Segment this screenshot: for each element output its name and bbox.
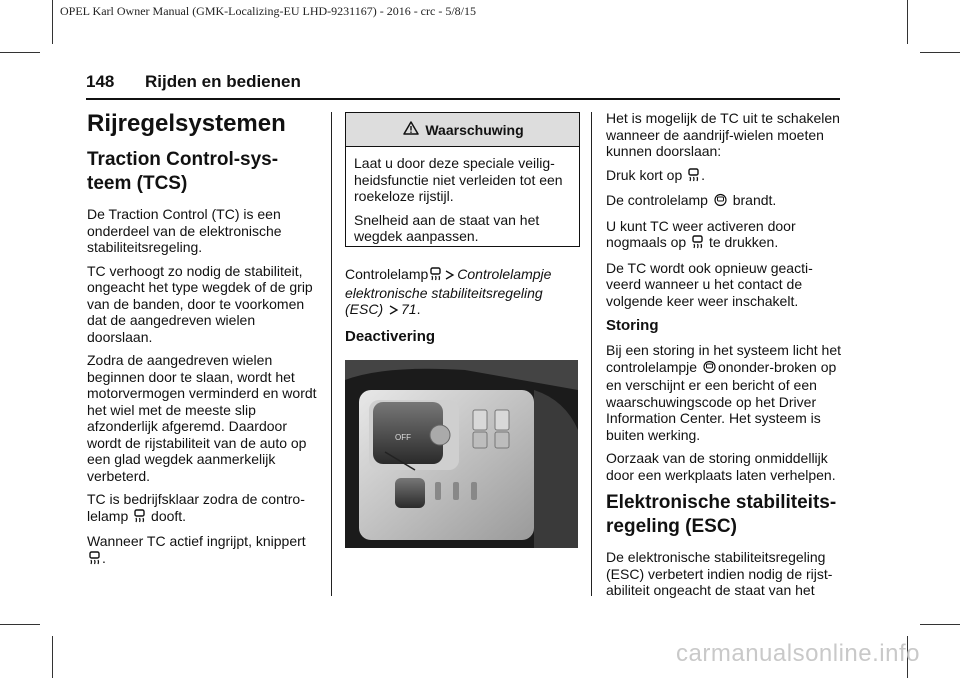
paragraph (606, 342, 846, 443)
paragraph: De elektronische stabiliteitsregeling (ESC) verbetert indien nodig de rijst-abiliteit ongeacht de staat van het (606, 549, 833, 598)
tc-warning-icon (89, 551, 100, 569)
heading-deactivering: Deactivering (345, 327, 436, 345)
column-divider (331, 112, 332, 596)
paragraph: Het is mogelijk de TC uit te schakelen wanneer de aandrijf-wielen moeten kunnen doorslaan: (606, 110, 840, 159)
paragraph: Laat u door deze speciale veilig-heidsfunctie niet verleiden tot een roekeloze rijstijl. (354, 155, 563, 204)
paragraph: Snelheid aan de staat van het wegdek aanpassen. (354, 211, 540, 244)
paragraph (345, 266, 578, 320)
tc-warning-icon (430, 267, 441, 285)
text: Druk kort op (606, 166, 683, 183)
text: Wanneer TC actief ingrijpt, knippert (87, 533, 306, 549)
text: . (701, 166, 706, 183)
warning-header (346, 113, 579, 147)
crop-mark (52, 0, 53, 44)
page-header (86, 70, 840, 100)
crop-mark (907, 0, 908, 44)
warning-box (345, 112, 580, 247)
paragraph: De TC wordt ook opnieuw geacti-veerd wanneer u het contact de volgende keer weer inschakelt. (606, 259, 813, 309)
tc-button-icon (688, 168, 699, 186)
paragraph: De Traction Control (TC) is een onderdeel van de elektronische stabiliteitsregeling. (87, 206, 282, 255)
paragraph: Oorzaak van de storing onmiddellijk door een werkplaats laten verhelpen. (606, 450, 836, 483)
crop-mark (0, 52, 40, 53)
text: te drukken. (708, 234, 779, 250)
tc-warning-icon (134, 509, 145, 527)
section-title: Rijden en bedienen (145, 72, 301, 91)
text: dooft. (151, 507, 187, 524)
text: ononder-broken op en verschijnt er een bericht of een waarschuwingscode op het Driver Information Center. Het systeem is buiten werking. (606, 358, 837, 443)
heading-rijregelsystemen: Rijregelsystemen (87, 110, 286, 137)
text: U kunt TC weer activeren door nogmaals op (606, 217, 796, 250)
text: Bij een storing in het systeem licht het controlelampje (606, 342, 842, 375)
crop-mark (0, 624, 40, 625)
page-reference-icon (445, 268, 455, 285)
paragraph: Zodra de aangedreven wielen beginnen door te slaan, wordt het motorvermogen verminderd en wordt het wiel met de meeste slip afzonderlijk afgeremd. Daardoor wordt de rijstabiliteit van de auto op een glad wegdek aanmerkelijk verbeterd. (87, 352, 317, 484)
text: brandt. (732, 192, 777, 208)
cross-reference-link[interactable]: Controlelampje elektronische stabiliteitsregeling (ESC) (345, 266, 552, 317)
crop-mark (920, 52, 960, 53)
column-1 (87, 110, 322, 575)
text: . (416, 301, 421, 317)
reference-page-number[interactable]: 71 (401, 301, 417, 317)
text: . (102, 549, 106, 566)
paragraph: TC verhoogt zo nodig de stabiliteit, ongeacht het type wegdek of de grip van de banden, door te voorkomen dat de aangedreven wielen doorslaan. (87, 262, 313, 345)
heading-storing: Storing (606, 317, 659, 334)
paragraph (606, 167, 846, 186)
tc-off-icon (714, 193, 727, 211)
warning-title: Waarschuwing (425, 121, 524, 138)
button-off-label: OFF (395, 433, 411, 442)
text: Controlelamp (345, 266, 429, 282)
document-meta: OPEL Karl Owner Manual (GMK-Localizing-EU LHD-9231167) - 2016 - crc - 5/8/15 (60, 4, 476, 18)
warning-body (346, 147, 579, 245)
column-2 (345, 266, 578, 353)
heading-tcs: Traction Control-sys-teem (TCS) (87, 149, 279, 194)
column-3 (606, 110, 846, 606)
text: TC is bedrijfsklaar zodra de contro-lelamp (87, 491, 305, 524)
paragraph (606, 192, 846, 211)
paragraph (87, 491, 322, 526)
dashboard-switch-illustration (345, 360, 578, 548)
warning-triangle-icon (403, 121, 419, 138)
heading-esc: Elektronische stabiliteits-regeling (ESC) (606, 492, 837, 537)
text: De controlelamp (606, 192, 708, 208)
tc-off-icon (703, 360, 716, 378)
page-number: 148 (86, 72, 115, 91)
column-divider (591, 112, 592, 596)
page-reference-icon (389, 303, 399, 320)
watermark (0, 640, 960, 668)
paragraph (606, 218, 846, 253)
tc-button-icon (692, 235, 703, 253)
watermark-text: carmanualsonline.info (676, 640, 920, 667)
crop-mark (920, 624, 960, 625)
paragraph (87, 533, 322, 568)
